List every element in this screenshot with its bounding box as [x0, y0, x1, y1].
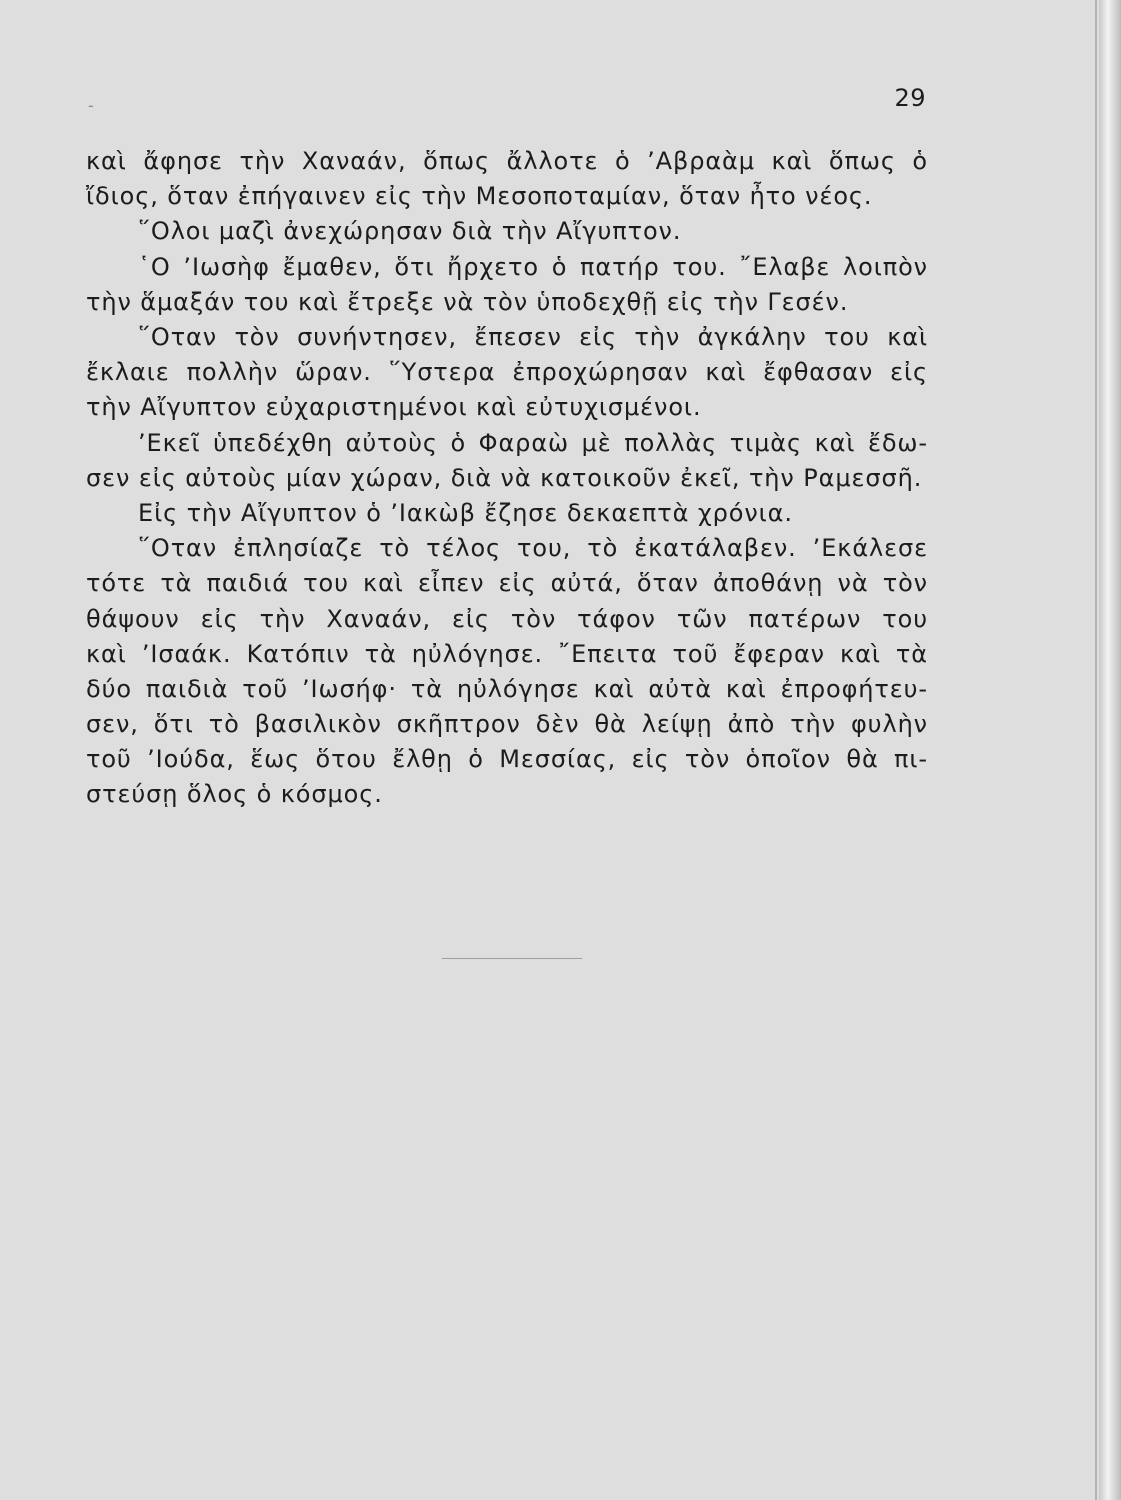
text-line: σεν, ὅτι τὸ βασιλικὸν σκῆπτρον δὲν θὰ λείψῃ ἀπὸ τὴν φυλὴν [86, 710, 928, 739]
text-line: στεύσῃ ὅλος ὁ κόσμος. [86, 780, 383, 809]
text-line: ῞Οταν τὸν συνήντησεν, ἔπεσεν εἰς τὴν ἀγκάλην του καὶ [138, 322, 928, 351]
text-line: τοῦ ’Ιούδα, ἕως ὅτου ἔλθῃ ὁ Μεσσίας, εἰς τὸν ὁποῖον θὰ πι- [86, 745, 928, 774]
header-mark: - [88, 96, 94, 115]
page-number: 29 [894, 84, 926, 112]
text-line: καὶ ’Ισαάκ. Κατόπιν τὰ ηὐλόγησε. ῎Επειτα τοῦ ἔφεραν καὶ τὰ [86, 639, 928, 668]
text-line: σεν εἰς αὐτοὺς μίαν χώραν, διὰ νὰ κατοικοῦν ἐκεῖ, τὴν Ραμεσσῆ. [86, 463, 923, 492]
page-edge [1099, 0, 1121, 1500]
text-line: ῾Ο ’Ιωσὴφ ἔμαθεν, ὅτι ἤρχετο ὁ πατήρ του. ῎Ελαβε λοιπὸν [138, 252, 928, 281]
text-line: τὴν ἅμαξάν του καὶ ἔτρεξε νὰ τὸν ὑποδεχθῇ εἰς τὴν Γεσέν. [86, 287, 849, 316]
text-line: θάψουν εἰς τὴν Χαναάν, εἰς τὸν τάφον τῶν πατέρων του [86, 604, 928, 633]
text-line: τὴν Αἴγυπτον εὐχαριστημένοι καὶ εὐτυχισμένοι. [86, 393, 702, 422]
body-text [86, 144, 928, 813]
text-line: ῞Οταν ἐπλησίαζε τὸ τέλος του, τὸ ἐκατάλαβεν. ’Εκάλεσε [138, 534, 928, 563]
end-rule-divider [442, 958, 582, 959]
text-line: καὶ ἄφησε τὴν Χαναάν, ὅπως ἄλλοτε ὁ ’Αβραὰμ καὶ ὅπως ὁ [86, 147, 928, 175]
text-line: τότε τὰ παιδιά του καὶ εἶπεν εἰς αὐτά, ὅταν ἀποθάνῃ νὰ τὸν [86, 569, 928, 598]
text-line: ’Εκεῖ ὑπεδέχθη αὐτοὺς ὁ Φαραὼ μὲ πολλὰς τιμὰς καὶ ἔδω- [138, 428, 928, 457]
text-line: ῞Ολοι μαζὶ ἀνεχώρησαν διὰ τὴν Αἴγυπτον. [138, 217, 682, 246]
text-line: ἴδιος, ὅταν ἐπήγαινεν εἰς τὴν Μεσοποταμίαν, ὅταν ἦτο νέος. [86, 182, 873, 211]
text-line: δύο παιδιὰ τοῦ ’Ιωσήφ· τὰ ηὐλόγησε καὶ αὐτὰ καὶ ἐπροφήτευ- [86, 674, 928, 703]
text-line: Εἰς τὴν Αἴγυπτον ὁ ’Ιακὼβ ἔζησε δεκαεπτὰ χρόνια. [138, 498, 793, 527]
text-line: ἔκλαιε πολλὴν ὥραν. ῞Υστερα ἐπροχώρησαν καὶ ἔφθασαν εἰς [86, 358, 928, 387]
page-binding-shadow [1095, 0, 1097, 1500]
